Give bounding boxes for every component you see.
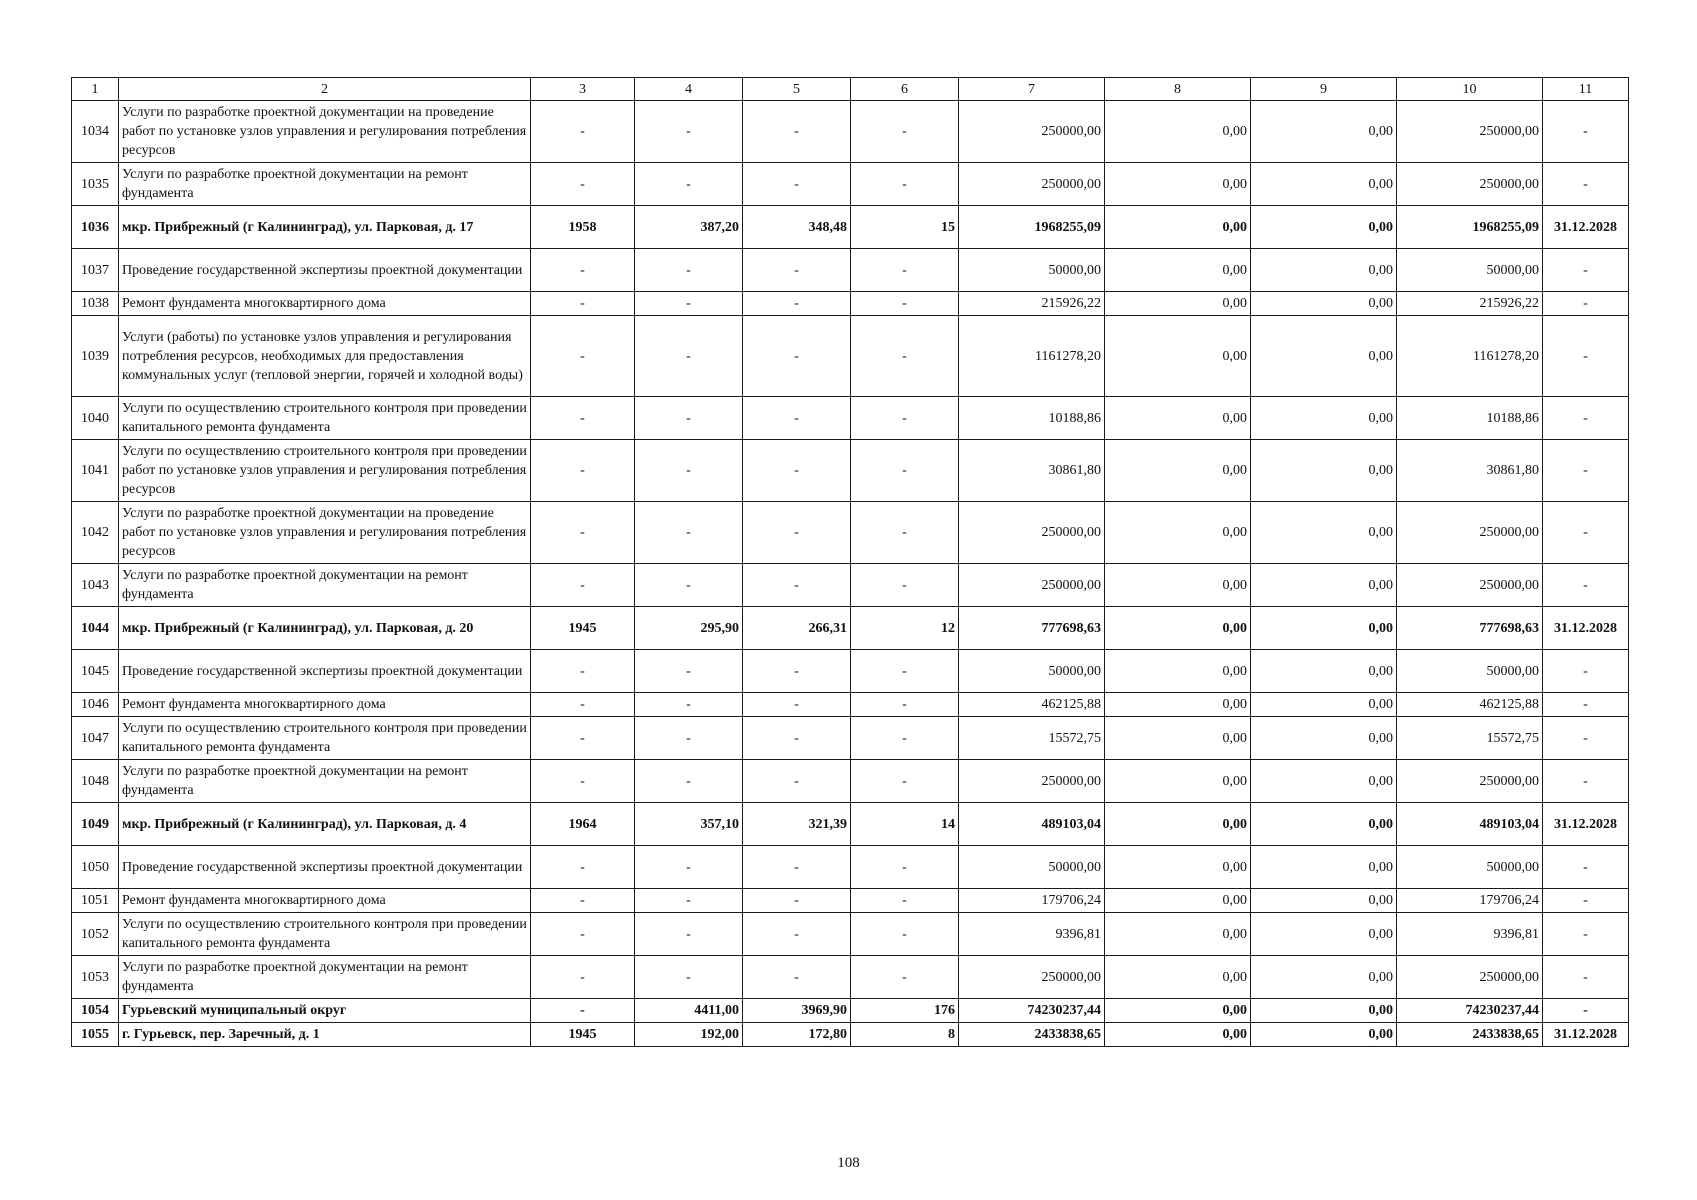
total-area-cell: - bbox=[635, 397, 743, 440]
regional-funds-cell: 0,00 bbox=[1251, 956, 1397, 999]
build-year-cell: 1958 bbox=[531, 206, 635, 249]
total-cost-cell: 250000,00 bbox=[959, 956, 1105, 999]
federal-funds-cell: 0,00 bbox=[1105, 292, 1251, 316]
item-name-cell: Проведение государственной экспертизы проектной документации bbox=[119, 650, 531, 693]
row-number-cell: 1048 bbox=[72, 760, 119, 803]
total-area-cell: - bbox=[635, 316, 743, 397]
living-area-cell: - bbox=[743, 956, 851, 999]
table-row bbox=[72, 101, 1629, 163]
owner-funds-cell: 489103,04 bbox=[1397, 803, 1543, 846]
living-area-cell: - bbox=[743, 693, 851, 717]
living-area-cell: 3969,90 bbox=[743, 999, 851, 1023]
owner-funds-cell: 9396,81 bbox=[1397, 913, 1543, 956]
item-name-cell: Услуги по разработке проектной документации на проведение работ по установке узлов управления и регулирования потребления ресурсов bbox=[119, 502, 531, 564]
build-year-cell: - bbox=[531, 760, 635, 803]
item-name-cell: Услуги по разработке проектной документации на проведение работ по установке узлов управления и регулирования потребления ресурсов bbox=[119, 101, 531, 163]
build-year-cell: - bbox=[531, 316, 635, 397]
column-header: 5 bbox=[743, 78, 851, 101]
row-number-cell: 1040 bbox=[72, 397, 119, 440]
total-area-cell: - bbox=[635, 292, 743, 316]
completion-date-cell: 31.12.2028 bbox=[1543, 206, 1629, 249]
total-cost-cell: 462125,88 bbox=[959, 693, 1105, 717]
completion-date-cell: 31.12.2028 bbox=[1543, 803, 1629, 846]
build-year-cell: 1945 bbox=[531, 607, 635, 650]
completion-date-cell: - bbox=[1543, 292, 1629, 316]
owner-funds-cell: 250000,00 bbox=[1397, 956, 1543, 999]
federal-funds-cell: 0,00 bbox=[1105, 693, 1251, 717]
owner-funds-cell: 179706,24 bbox=[1397, 889, 1543, 913]
total-cost-cell: 489103,04 bbox=[959, 803, 1105, 846]
total-cost-cell: 2433838,65 bbox=[959, 1023, 1105, 1047]
column-header: 1 bbox=[72, 78, 119, 101]
federal-funds-cell: 0,00 bbox=[1105, 913, 1251, 956]
federal-funds-cell: 0,00 bbox=[1105, 760, 1251, 803]
total-cost-cell: 250000,00 bbox=[959, 760, 1105, 803]
total-area-cell: - bbox=[635, 101, 743, 163]
residents-count-cell: - bbox=[851, 913, 959, 956]
row-number-cell: 1050 bbox=[72, 846, 119, 889]
federal-funds-cell: 0,00 bbox=[1105, 956, 1251, 999]
table-row bbox=[72, 846, 1629, 889]
residents-count-cell: - bbox=[851, 440, 959, 502]
completion-date-cell: - bbox=[1543, 999, 1629, 1023]
residents-count-cell: - bbox=[851, 717, 959, 760]
total-area-cell: - bbox=[635, 760, 743, 803]
total-cost-cell: 9396,81 bbox=[959, 913, 1105, 956]
column-header: 4 bbox=[635, 78, 743, 101]
build-year-cell: - bbox=[531, 693, 635, 717]
item-name-cell: Услуги по разработке проектной документации на ремонт фундамента bbox=[119, 163, 531, 206]
total-cost-cell: 50000,00 bbox=[959, 249, 1105, 292]
residents-count-cell: - bbox=[851, 956, 959, 999]
completion-date-cell: - bbox=[1543, 502, 1629, 564]
regional-funds-cell: 0,00 bbox=[1251, 913, 1397, 956]
column-header: 8 bbox=[1105, 78, 1251, 101]
row-number-cell: 1039 bbox=[72, 316, 119, 397]
regional-funds-cell: 0,00 bbox=[1251, 206, 1397, 249]
table-row bbox=[72, 956, 1629, 999]
residents-count-cell: - bbox=[851, 846, 959, 889]
total-area-cell: - bbox=[635, 693, 743, 717]
regional-funds-cell: 0,00 bbox=[1251, 846, 1397, 889]
federal-funds-cell: 0,00 bbox=[1105, 1023, 1251, 1047]
table-row bbox=[72, 440, 1629, 502]
regional-funds-cell: 0,00 bbox=[1251, 249, 1397, 292]
total-cost-cell: 179706,24 bbox=[959, 889, 1105, 913]
residents-count-cell: - bbox=[851, 502, 959, 564]
total-cost-cell: 250000,00 bbox=[959, 101, 1105, 163]
completion-date-cell: - bbox=[1543, 913, 1629, 956]
federal-funds-cell: 0,00 bbox=[1105, 101, 1251, 163]
living-area-cell: - bbox=[743, 717, 851, 760]
completion-date-cell: - bbox=[1543, 397, 1629, 440]
owner-funds-cell: 30861,80 bbox=[1397, 440, 1543, 502]
item-name-cell: Ремонт фундамента многоквартирного дома bbox=[119, 889, 531, 913]
regional-funds-cell: 0,00 bbox=[1251, 760, 1397, 803]
total-cost-cell: 250000,00 bbox=[959, 502, 1105, 564]
total-cost-cell: 215926,22 bbox=[959, 292, 1105, 316]
table-row bbox=[72, 316, 1629, 397]
owner-funds-cell: 15572,75 bbox=[1397, 717, 1543, 760]
completion-date-cell: 31.12.2028 bbox=[1543, 607, 1629, 650]
column-header: 10 bbox=[1397, 78, 1543, 101]
living-area-cell: - bbox=[743, 397, 851, 440]
row-number-cell: 1044 bbox=[72, 607, 119, 650]
federal-funds-cell: 0,00 bbox=[1105, 650, 1251, 693]
total-area-cell: 387,20 bbox=[635, 206, 743, 249]
total-area-cell: 192,00 bbox=[635, 1023, 743, 1047]
residents-count-cell: - bbox=[851, 760, 959, 803]
row-number-cell: 1034 bbox=[72, 101, 119, 163]
total-area-cell: - bbox=[635, 502, 743, 564]
total-area-cell: - bbox=[635, 913, 743, 956]
residents-count-cell: 14 bbox=[851, 803, 959, 846]
federal-funds-cell: 0,00 bbox=[1105, 249, 1251, 292]
regional-funds-cell: 0,00 bbox=[1251, 163, 1397, 206]
row-number-cell: 1046 bbox=[72, 693, 119, 717]
federal-funds-cell: 0,00 bbox=[1105, 316, 1251, 397]
residents-count-cell: 15 bbox=[851, 206, 959, 249]
build-year-cell: - bbox=[531, 956, 635, 999]
owner-funds-cell: 462125,88 bbox=[1397, 693, 1543, 717]
completion-date-cell: - bbox=[1543, 846, 1629, 889]
federal-funds-cell: 0,00 bbox=[1105, 502, 1251, 564]
item-name-cell: Ремонт фундамента многоквартирного дома bbox=[119, 693, 531, 717]
build-year-cell: - bbox=[531, 889, 635, 913]
item-name-cell: Услуги по разработке проектной документации на ремонт фундамента bbox=[119, 760, 531, 803]
table-row bbox=[72, 249, 1629, 292]
regional-funds-cell: 0,00 bbox=[1251, 564, 1397, 607]
completion-date-cell: - bbox=[1543, 101, 1629, 163]
residents-count-cell: - bbox=[851, 316, 959, 397]
table-row bbox=[72, 564, 1629, 607]
total-area-cell: 357,10 bbox=[635, 803, 743, 846]
build-year-cell: - bbox=[531, 397, 635, 440]
completion-date-cell: - bbox=[1543, 889, 1629, 913]
table-row bbox=[72, 717, 1629, 760]
item-name-cell: Услуги по осуществлению строительного контроля при проведении капитального ремонта фундамента bbox=[119, 913, 531, 956]
living-area-cell: - bbox=[743, 440, 851, 502]
owner-funds-cell: 1161278,20 bbox=[1397, 316, 1543, 397]
total-area-cell: - bbox=[635, 440, 743, 502]
build-year-cell: - bbox=[531, 717, 635, 760]
residents-count-cell: 8 bbox=[851, 1023, 959, 1047]
owner-funds-cell: 250000,00 bbox=[1397, 760, 1543, 803]
item-name-cell: мкр. Прибрежный (г Калининград), ул. Парковая, д. 20 bbox=[119, 607, 531, 650]
build-year-cell: - bbox=[531, 292, 635, 316]
table-row bbox=[72, 999, 1629, 1023]
owner-funds-cell: 1968255,09 bbox=[1397, 206, 1543, 249]
total-area-cell: - bbox=[635, 564, 743, 607]
total-cost-cell: 74230237,44 bbox=[959, 999, 1105, 1023]
table-row bbox=[72, 206, 1629, 249]
completion-date-cell: - bbox=[1543, 316, 1629, 397]
owner-funds-cell: 250000,00 bbox=[1397, 101, 1543, 163]
total-area-cell: - bbox=[635, 163, 743, 206]
owner-funds-cell: 74230237,44 bbox=[1397, 999, 1543, 1023]
living-area-cell: - bbox=[743, 650, 851, 693]
completion-date-cell: 31.12.2028 bbox=[1543, 1023, 1629, 1047]
federal-funds-cell: 0,00 bbox=[1105, 803, 1251, 846]
table-row bbox=[72, 889, 1629, 913]
row-number-cell: 1037 bbox=[72, 249, 119, 292]
row-number-cell: 1043 bbox=[72, 564, 119, 607]
living-area-cell: - bbox=[743, 502, 851, 564]
federal-funds-cell: 0,00 bbox=[1105, 206, 1251, 249]
row-number-cell: 1054 bbox=[72, 999, 119, 1023]
column-header: 3 bbox=[531, 78, 635, 101]
table-row bbox=[72, 502, 1629, 564]
build-year-cell: - bbox=[531, 913, 635, 956]
federal-funds-cell: 0,00 bbox=[1105, 717, 1251, 760]
build-year-cell: - bbox=[531, 101, 635, 163]
residents-count-cell: - bbox=[851, 693, 959, 717]
column-header: 9 bbox=[1251, 78, 1397, 101]
build-year-cell: 1964 bbox=[531, 803, 635, 846]
residents-count-cell: - bbox=[851, 397, 959, 440]
completion-date-cell: - bbox=[1543, 956, 1629, 999]
item-name-cell: Гурьевский муниципальный округ bbox=[119, 999, 531, 1023]
living-area-cell: - bbox=[743, 564, 851, 607]
build-year-cell: - bbox=[531, 846, 635, 889]
living-area-cell: - bbox=[743, 760, 851, 803]
item-name-cell: мкр. Прибрежный (г Калининград), ул. Парковая, д. 4 bbox=[119, 803, 531, 846]
residents-count-cell: - bbox=[851, 249, 959, 292]
column-header: 11 bbox=[1543, 78, 1629, 101]
item-name-cell: Проведение государственной экспертизы проектной документации bbox=[119, 846, 531, 889]
total-cost-cell: 250000,00 bbox=[959, 564, 1105, 607]
owner-funds-cell: 10188,86 bbox=[1397, 397, 1543, 440]
row-number-cell: 1038 bbox=[72, 292, 119, 316]
regional-funds-cell: 0,00 bbox=[1251, 292, 1397, 316]
completion-date-cell: - bbox=[1543, 163, 1629, 206]
completion-date-cell: - bbox=[1543, 693, 1629, 717]
living-area-cell: - bbox=[743, 316, 851, 397]
completion-date-cell: - bbox=[1543, 650, 1629, 693]
build-year-cell: - bbox=[531, 564, 635, 607]
owner-funds-cell: 50000,00 bbox=[1397, 249, 1543, 292]
regional-funds-cell: 0,00 bbox=[1251, 101, 1397, 163]
living-area-cell: - bbox=[743, 846, 851, 889]
total-cost-cell: 15572,75 bbox=[959, 717, 1105, 760]
item-name-cell: Ремонт фундамента многоквартирного дома bbox=[119, 292, 531, 316]
federal-funds-cell: 0,00 bbox=[1105, 440, 1251, 502]
row-number-cell: 1049 bbox=[72, 803, 119, 846]
owner-funds-cell: 215926,22 bbox=[1397, 292, 1543, 316]
residents-count-cell: 12 bbox=[851, 607, 959, 650]
completion-date-cell: - bbox=[1543, 564, 1629, 607]
living-area-cell: - bbox=[743, 249, 851, 292]
federal-funds-cell: 0,00 bbox=[1105, 607, 1251, 650]
owner-funds-cell: 50000,00 bbox=[1397, 846, 1543, 889]
regional-funds-cell: 0,00 bbox=[1251, 889, 1397, 913]
federal-funds-cell: 0,00 bbox=[1105, 397, 1251, 440]
total-cost-cell: 777698,63 bbox=[959, 607, 1105, 650]
row-number-cell: 1045 bbox=[72, 650, 119, 693]
table-row bbox=[72, 803, 1629, 846]
completion-date-cell: - bbox=[1543, 760, 1629, 803]
budget-table-container bbox=[71, 77, 1628, 1047]
federal-funds-cell: 0,00 bbox=[1105, 564, 1251, 607]
owner-funds-cell: 777698,63 bbox=[1397, 607, 1543, 650]
living-area-cell: 172,80 bbox=[743, 1023, 851, 1047]
budget-table bbox=[71, 77, 1629, 1047]
table-body bbox=[72, 101, 1629, 1047]
regional-funds-cell: 0,00 bbox=[1251, 999, 1397, 1023]
table-row bbox=[72, 607, 1629, 650]
regional-funds-cell: 0,00 bbox=[1251, 803, 1397, 846]
living-area-cell: - bbox=[743, 292, 851, 316]
regional-funds-cell: 0,00 bbox=[1251, 316, 1397, 397]
build-year-cell: - bbox=[531, 249, 635, 292]
residents-count-cell: - bbox=[851, 292, 959, 316]
residents-count-cell: - bbox=[851, 650, 959, 693]
total-area-cell: - bbox=[635, 249, 743, 292]
column-header: 6 bbox=[851, 78, 959, 101]
residents-count-cell: - bbox=[851, 163, 959, 206]
regional-funds-cell: 0,00 bbox=[1251, 650, 1397, 693]
federal-funds-cell: 0,00 bbox=[1105, 999, 1251, 1023]
total-cost-cell: 1968255,09 bbox=[959, 206, 1105, 249]
total-cost-cell: 10188,86 bbox=[959, 397, 1105, 440]
row-number-cell: 1042 bbox=[72, 502, 119, 564]
row-number-cell: 1052 bbox=[72, 913, 119, 956]
living-area-cell: 348,48 bbox=[743, 206, 851, 249]
table-row bbox=[72, 163, 1629, 206]
column-header: 2 bbox=[119, 78, 531, 101]
total-area-cell: - bbox=[635, 846, 743, 889]
total-cost-cell: 250000,00 bbox=[959, 163, 1105, 206]
build-year-cell: - bbox=[531, 440, 635, 502]
row-number-cell: 1053 bbox=[72, 956, 119, 999]
total-cost-cell: 50000,00 bbox=[959, 846, 1105, 889]
owner-funds-cell: 50000,00 bbox=[1397, 650, 1543, 693]
regional-funds-cell: 0,00 bbox=[1251, 693, 1397, 717]
total-area-cell: - bbox=[635, 650, 743, 693]
item-name-cell: г. Гурьевск, пер. Заречный, д. 1 bbox=[119, 1023, 531, 1047]
residents-count-cell: - bbox=[851, 889, 959, 913]
item-name-cell: Услуги по осуществлению строительного контроля при проведении капитального ремонта фундамента bbox=[119, 397, 531, 440]
living-area-cell: - bbox=[743, 913, 851, 956]
regional-funds-cell: 0,00 bbox=[1251, 440, 1397, 502]
completion-date-cell: - bbox=[1543, 440, 1629, 502]
item-name-cell: Услуги по осуществлению строительного контроля при проведении работ по установке узлов управления и регулирования потребления ресурсов bbox=[119, 440, 531, 502]
residents-count-cell: 176 bbox=[851, 999, 959, 1023]
total-area-cell: - bbox=[635, 889, 743, 913]
table-row bbox=[72, 1023, 1629, 1047]
item-name-cell: Услуги по осуществлению строительного контроля при проведении капитального ремонта фундамента bbox=[119, 717, 531, 760]
build-year-cell: - bbox=[531, 163, 635, 206]
regional-funds-cell: 0,00 bbox=[1251, 607, 1397, 650]
item-name-cell: Услуги по разработке проектной документации на ремонт фундамента bbox=[119, 564, 531, 607]
total-cost-cell: 50000,00 bbox=[959, 650, 1105, 693]
table-row bbox=[72, 397, 1629, 440]
header-row bbox=[72, 78, 1629, 101]
row-number-cell: 1047 bbox=[72, 717, 119, 760]
table-row bbox=[72, 913, 1629, 956]
item-name-cell: мкр. Прибрежный (г Калининград), ул. Парковая, д. 17 bbox=[119, 206, 531, 249]
item-name-cell: Услуги по разработке проектной документации на ремонт фундамента bbox=[119, 956, 531, 999]
regional-funds-cell: 0,00 bbox=[1251, 717, 1397, 760]
table-row bbox=[72, 650, 1629, 693]
item-name-cell: Услуги (работы) по установке узлов управления и регулирования потребления ресурсов, необходимых для предоставления коммунальных услуг (тепловой энергии, горячей и холодной воды) bbox=[119, 316, 531, 397]
item-name-cell: Проведение государственной экспертизы проектной документации bbox=[119, 249, 531, 292]
owner-funds-cell: 250000,00 bbox=[1397, 163, 1543, 206]
table-row bbox=[72, 760, 1629, 803]
build-year-cell: 1945 bbox=[531, 1023, 635, 1047]
total-cost-cell: 1161278,20 bbox=[959, 316, 1105, 397]
row-number-cell: 1041 bbox=[72, 440, 119, 502]
row-number-cell: 1051 bbox=[72, 889, 119, 913]
owner-funds-cell: 250000,00 bbox=[1397, 502, 1543, 564]
residents-count-cell: - bbox=[851, 101, 959, 163]
residents-count-cell: - bbox=[851, 564, 959, 607]
living-area-cell: - bbox=[743, 889, 851, 913]
owner-funds-cell: 2433838,65 bbox=[1397, 1023, 1543, 1047]
row-number-cell: 1055 bbox=[72, 1023, 119, 1047]
page-number: 108 bbox=[837, 1155, 860, 1171]
owner-funds-cell: 250000,00 bbox=[1397, 564, 1543, 607]
total-area-cell: 4411,00 bbox=[635, 999, 743, 1023]
column-header: 7 bbox=[959, 78, 1105, 101]
total-area-cell: - bbox=[635, 717, 743, 760]
build-year-cell: - bbox=[531, 999, 635, 1023]
living-area-cell: - bbox=[743, 163, 851, 206]
total-area-cell: 295,90 bbox=[635, 607, 743, 650]
row-number-cell: 1036 bbox=[72, 206, 119, 249]
build-year-cell: - bbox=[531, 502, 635, 564]
total-cost-cell: 30861,80 bbox=[959, 440, 1105, 502]
regional-funds-cell: 0,00 bbox=[1251, 397, 1397, 440]
table-row bbox=[72, 292, 1629, 316]
regional-funds-cell: 0,00 bbox=[1251, 502, 1397, 564]
total-area-cell: - bbox=[635, 956, 743, 999]
federal-funds-cell: 0,00 bbox=[1105, 846, 1251, 889]
completion-date-cell: - bbox=[1543, 249, 1629, 292]
table-row bbox=[72, 693, 1629, 717]
row-number-cell: 1035 bbox=[72, 163, 119, 206]
build-year-cell: - bbox=[531, 650, 635, 693]
regional-funds-cell: 0,00 bbox=[1251, 1023, 1397, 1047]
federal-funds-cell: 0,00 bbox=[1105, 163, 1251, 206]
completion-date-cell: - bbox=[1543, 717, 1629, 760]
federal-funds-cell: 0,00 bbox=[1105, 889, 1251, 913]
living-area-cell: - bbox=[743, 101, 851, 163]
living-area-cell: 266,31 bbox=[743, 607, 851, 650]
living-area-cell: 321,39 bbox=[743, 803, 851, 846]
